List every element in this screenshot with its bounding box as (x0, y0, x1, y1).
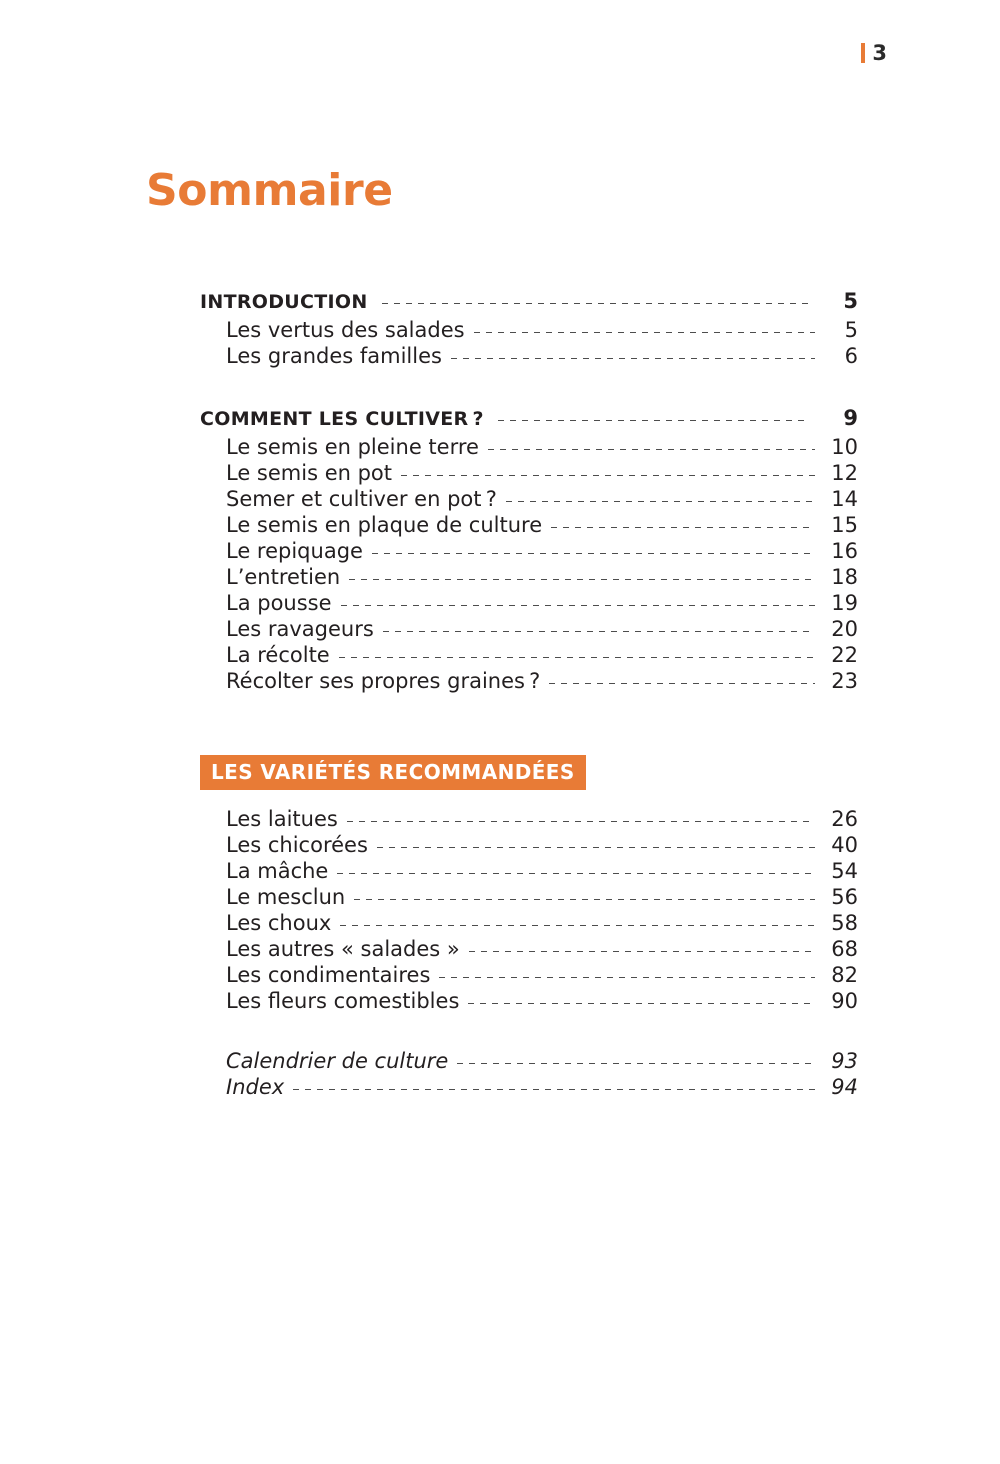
toc-entry[interactable] (200, 344, 858, 368)
toc-entry-page: 90 (831, 989, 858, 1013)
leader-dots (439, 977, 815, 978)
toc-entry[interactable] (200, 963, 858, 987)
leader-dots (549, 683, 815, 684)
toc-entry-label: Les condimentaires (226, 963, 431, 987)
toc-entry-label: Les vertus des salades (226, 318, 465, 342)
toc-entry-page: 19 (831, 591, 858, 615)
leader-dots (341, 605, 815, 606)
toc-entry[interactable] (200, 807, 858, 831)
toc-entry-page: 16 (831, 539, 858, 563)
folio-page-number: 3 (872, 40, 887, 65)
toc-entry[interactable] (200, 911, 858, 935)
table-of-contents (200, 289, 858, 1101)
toc-entry-page: 18 (831, 565, 858, 589)
toc-entry[interactable] (200, 461, 858, 485)
toc-entry[interactable] (200, 885, 858, 909)
toc-entry-label: La pousse (226, 591, 332, 615)
toc-section-label: COMMENT LES CULTIVER ? (200, 408, 484, 430)
leader-dots (354, 899, 815, 900)
toc-section-introduction[interactable] (200, 289, 858, 313)
toc-group-back-matter (200, 1049, 858, 1099)
toc-entry-page: 23 (831, 669, 858, 693)
toc-entry[interactable] (200, 513, 858, 537)
toc-entry-label: Les chicorées (226, 833, 368, 857)
leader-dots (401, 475, 815, 476)
toc-entry-label: Les autres « salades » (226, 937, 460, 961)
leader-dots (377, 847, 815, 848)
toc-entry-page: 94 (831, 1075, 858, 1099)
toc-section-label: INTRODUCTION (200, 291, 368, 313)
toc-entry-page: 82 (831, 963, 858, 987)
leader-dots (339, 657, 815, 658)
leader-dots (551, 527, 815, 528)
toc-entry[interactable] (200, 435, 858, 459)
leader-dots (451, 358, 815, 359)
toc-group-introduction (200, 289, 858, 368)
leader-dots (488, 449, 815, 450)
toc-entry-label: La mâche (226, 859, 329, 883)
toc-entry-label: Index (226, 1075, 285, 1099)
toc-entry-label: Les fleurs comestibles (226, 989, 460, 1013)
leader-dots (337, 873, 815, 874)
toc-entry-label: Les choux (226, 911, 332, 935)
banner-heading-varietes: LES VARIÉTÉS RECOMMANDÉES (200, 755, 586, 790)
toc-entry-page: 10 (831, 435, 858, 459)
toc-entry-label: Le semis en pleine terre (226, 435, 479, 459)
leader-dots (372, 553, 815, 554)
toc-entry[interactable] (200, 487, 858, 511)
toc-entry-page: 54 (831, 859, 858, 883)
leader-dots (293, 1089, 815, 1090)
toc-entry-page: 20 (831, 617, 858, 641)
toc-entry[interactable] (200, 617, 858, 641)
leader-dots (506, 501, 815, 502)
toc-group-varietes (200, 807, 858, 1013)
toc-entry-page: 14 (831, 487, 858, 511)
toc-entry[interactable] (200, 669, 858, 693)
toc-entry-page: 56 (831, 885, 858, 909)
toc-entry-label: La récolte (226, 643, 330, 667)
toc-entry-page: 40 (831, 833, 858, 857)
toc-entry-page: 5 (844, 318, 858, 342)
toc-entry-page: 93 (831, 1049, 858, 1073)
toc-section-page: 5 (843, 289, 858, 313)
leader-dots (349, 579, 815, 580)
page-folio (861, 38, 887, 68)
toc-entry-calendrier[interactable] (200, 1049, 858, 1073)
toc-entry-label: Semer et cultiver en pot ? (226, 487, 497, 511)
toc-entry-page: 26 (831, 807, 858, 831)
folio-rule-icon (861, 43, 865, 63)
toc-entry-page: 58 (831, 911, 858, 935)
toc-entry[interactable] (200, 833, 858, 857)
toc-entry[interactable] (200, 989, 858, 1013)
toc-entry-label: Le semis en pot (226, 461, 393, 485)
toc-entry-label: Les ravageurs (226, 617, 374, 641)
toc-entry-label: Les laitues (226, 807, 338, 831)
toc-entry-page: 6 (844, 344, 858, 368)
page-title: Sommaire (146, 165, 393, 217)
toc-section-page: 9 (843, 406, 858, 430)
leader-dots (469, 951, 815, 952)
toc-entry-page: 15 (831, 513, 858, 537)
toc-entry-label: Calendrier de culture (226, 1049, 449, 1073)
toc-entry-label: Le semis en plaque de culture (226, 513, 543, 537)
toc-entry[interactable] (200, 539, 858, 563)
toc-section-comment-les-cultiver[interactable] (200, 406, 858, 430)
toc-entry[interactable] (200, 565, 858, 589)
leader-dots (383, 631, 815, 632)
toc-entry[interactable] (200, 937, 858, 961)
toc-entry[interactable] (200, 643, 858, 667)
leader-dots (498, 420, 808, 421)
toc-entry[interactable] (200, 318, 858, 342)
leader-dots (382, 303, 808, 304)
toc-entry-label: Le mesclun (226, 885, 346, 909)
leader-dots (347, 821, 815, 822)
toc-entry-label: Les grandes familles (226, 344, 442, 368)
toc-entry-page: 22 (831, 643, 858, 667)
leader-dots (468, 1003, 815, 1004)
toc-entry-label: Le repiquage (226, 539, 363, 563)
leader-dots (474, 332, 815, 333)
toc-entry[interactable] (200, 591, 858, 615)
toc-entry-page: 68 (831, 937, 858, 961)
toc-group-comment-les-cultiver (200, 406, 858, 693)
toc-entry-page: 12 (831, 461, 858, 485)
toc-entry-label: Récolter ses propres graines ? (226, 669, 541, 693)
toc-entry[interactable] (200, 859, 858, 883)
leader-dots (457, 1063, 815, 1064)
toc-entry-label: L’entretien (226, 565, 341, 589)
leader-dots (340, 925, 815, 926)
toc-entry-index[interactable] (200, 1075, 858, 1099)
banner-heading-wrapper (200, 755, 858, 790)
